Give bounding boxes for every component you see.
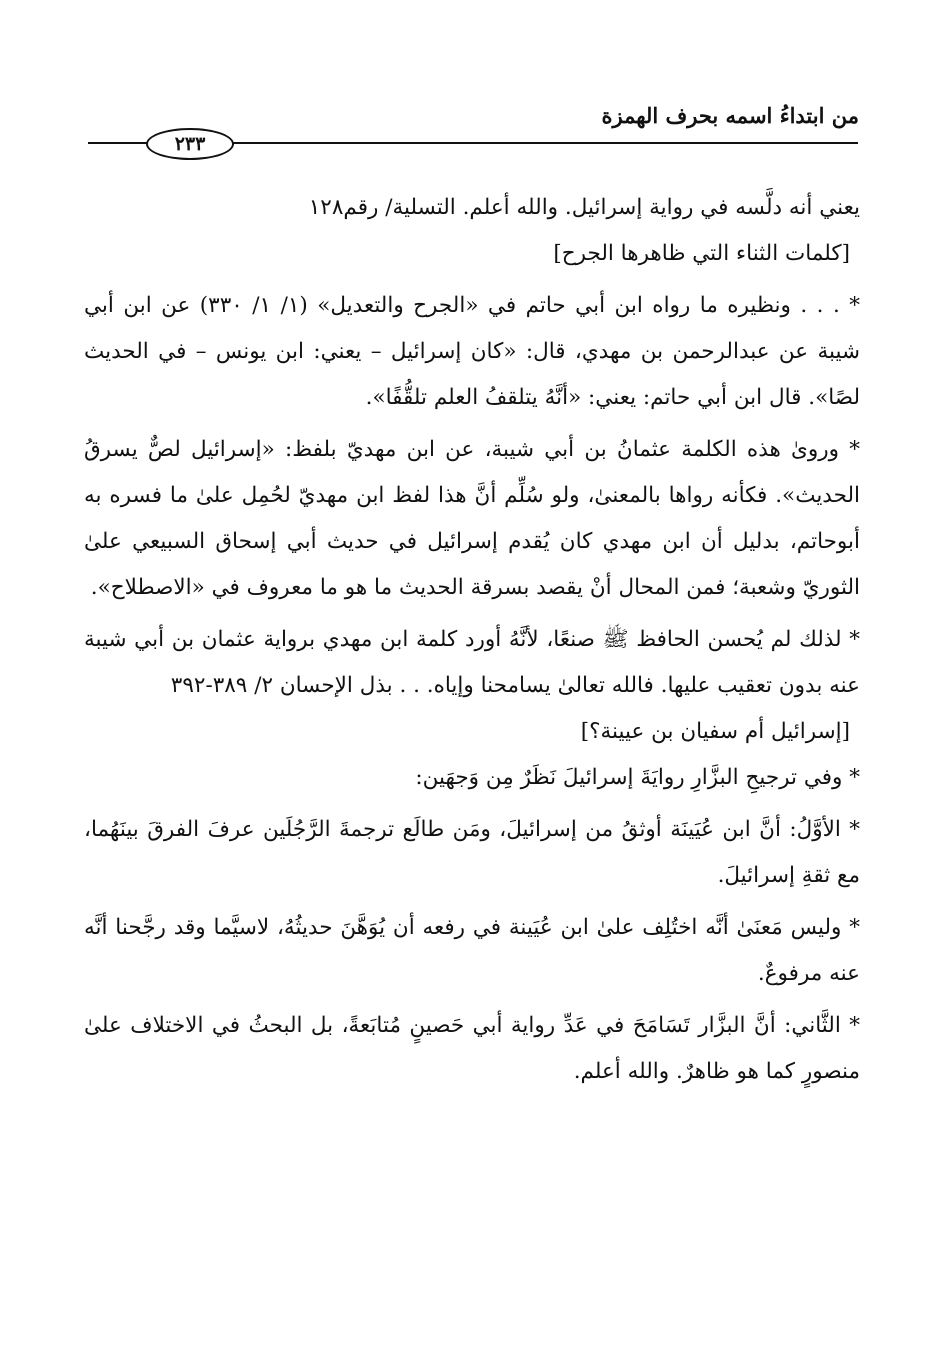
paragraph-8: * الثَّاني: أنَّ البزَّار تَسَامَحَ في عَدِّ رواية أبي حَصينٍ مُتابَعةً، بل البحثُ في الاختلاف علىٰ منصورٍ كما هو ظاهرٌ. والله أعلم.: [84, 1013, 860, 1084]
paragraph-4: * لذلك لم يُحسن الحافظ ﷺ صنعًا، لأنَّهُ أورد كلمة ابن مهدي برواية عثمان بن أبي شيبة عنه بدون تعقيب عليها. فالله تعالىٰ يسامحنا وإياه. . . بذل الإحسان ٢/ ٣٨٩-٣٩٢: [84, 627, 860, 698]
paragraph-1: يعني أنه دلَّسه في رواية إسرائيل. والله أعلم. التسلية/ رقم١٢٨: [308, 195, 860, 220]
paragraph-6: * الأوَّلُ: أنَّ ابن عُيَينَة أوثقُ من إسرائيلَ، ومَن طالَع ترجمةَ الرَّجُلَين عرفَ الفرقَ بينَهُما، مع ثقةِ إسرائيلَ.: [84, 817, 860, 888]
section-heading-israel-or-sufyan: [إسرائيل أم سفيان بن عيينة؟]: [580, 719, 850, 744]
paragraph-5: * وفي ترجيحِ البزَّارِ روايَةَ إسرائيلَ نَظَرٌ مِن وَجهَين:: [415, 765, 860, 790]
paragraph-3: * وروىٰ هذه الكلمة عثمانُ بن أبي شيبة، عن ابن مهديّ بلفظ: «إسرائيل لصٌّ يسرقُ الحديث». فكأنه رواها بالمعنىٰ، ولو سُلِّم أنَّ هذا لفظ ابن مهديّ لحُمِل علىٰ ما فسره به أبوحاتم، بدليل أن ابن مهدي كان يُقدم إسرائيل في حديث أبي إسحاق السبيعي علىٰ الثوريّ وشعبة؛ فمن المحال أنْ يقصد بسرقة الحديث ما هو ما معروف في «الاصطلاح».: [84, 437, 860, 600]
paragraph-2: * . . . ونظيره ما رواه ابن أبي حاتم في «الجرح والتعديل» (١/ ١/ ٣٣٠) عن ابن أبي شيبة عن عبدالرحمن بن مهدي، قال: «كان إسرائيل – يعني: ابن يونس – في الحديث لصًا». قال ابن أبي حاتم: يعني: «أنَّهُ يتلقفُ العلم تلقُّفًا».: [84, 293, 861, 410]
paragraph-7: * وليس مَعنَىٰ أنَّه اختُلِف علىٰ ابن عُيَينة في رفعه أن يُوَهَّنَ حديثُهُ، لاسيَّما وقد رجَّحنا أنَّه عنه مرفوعٌ.: [84, 915, 860, 986]
body-text: [84, 185, 860, 1095]
section-heading-praise: [كلمات الثناء التي ظاهرها الجرح]: [553, 241, 850, 266]
page-number-badge: ٢٣٣: [146, 128, 234, 160]
running-header-title: من ابتداءُ اسمه بحرف الهمزة: [601, 103, 859, 128]
